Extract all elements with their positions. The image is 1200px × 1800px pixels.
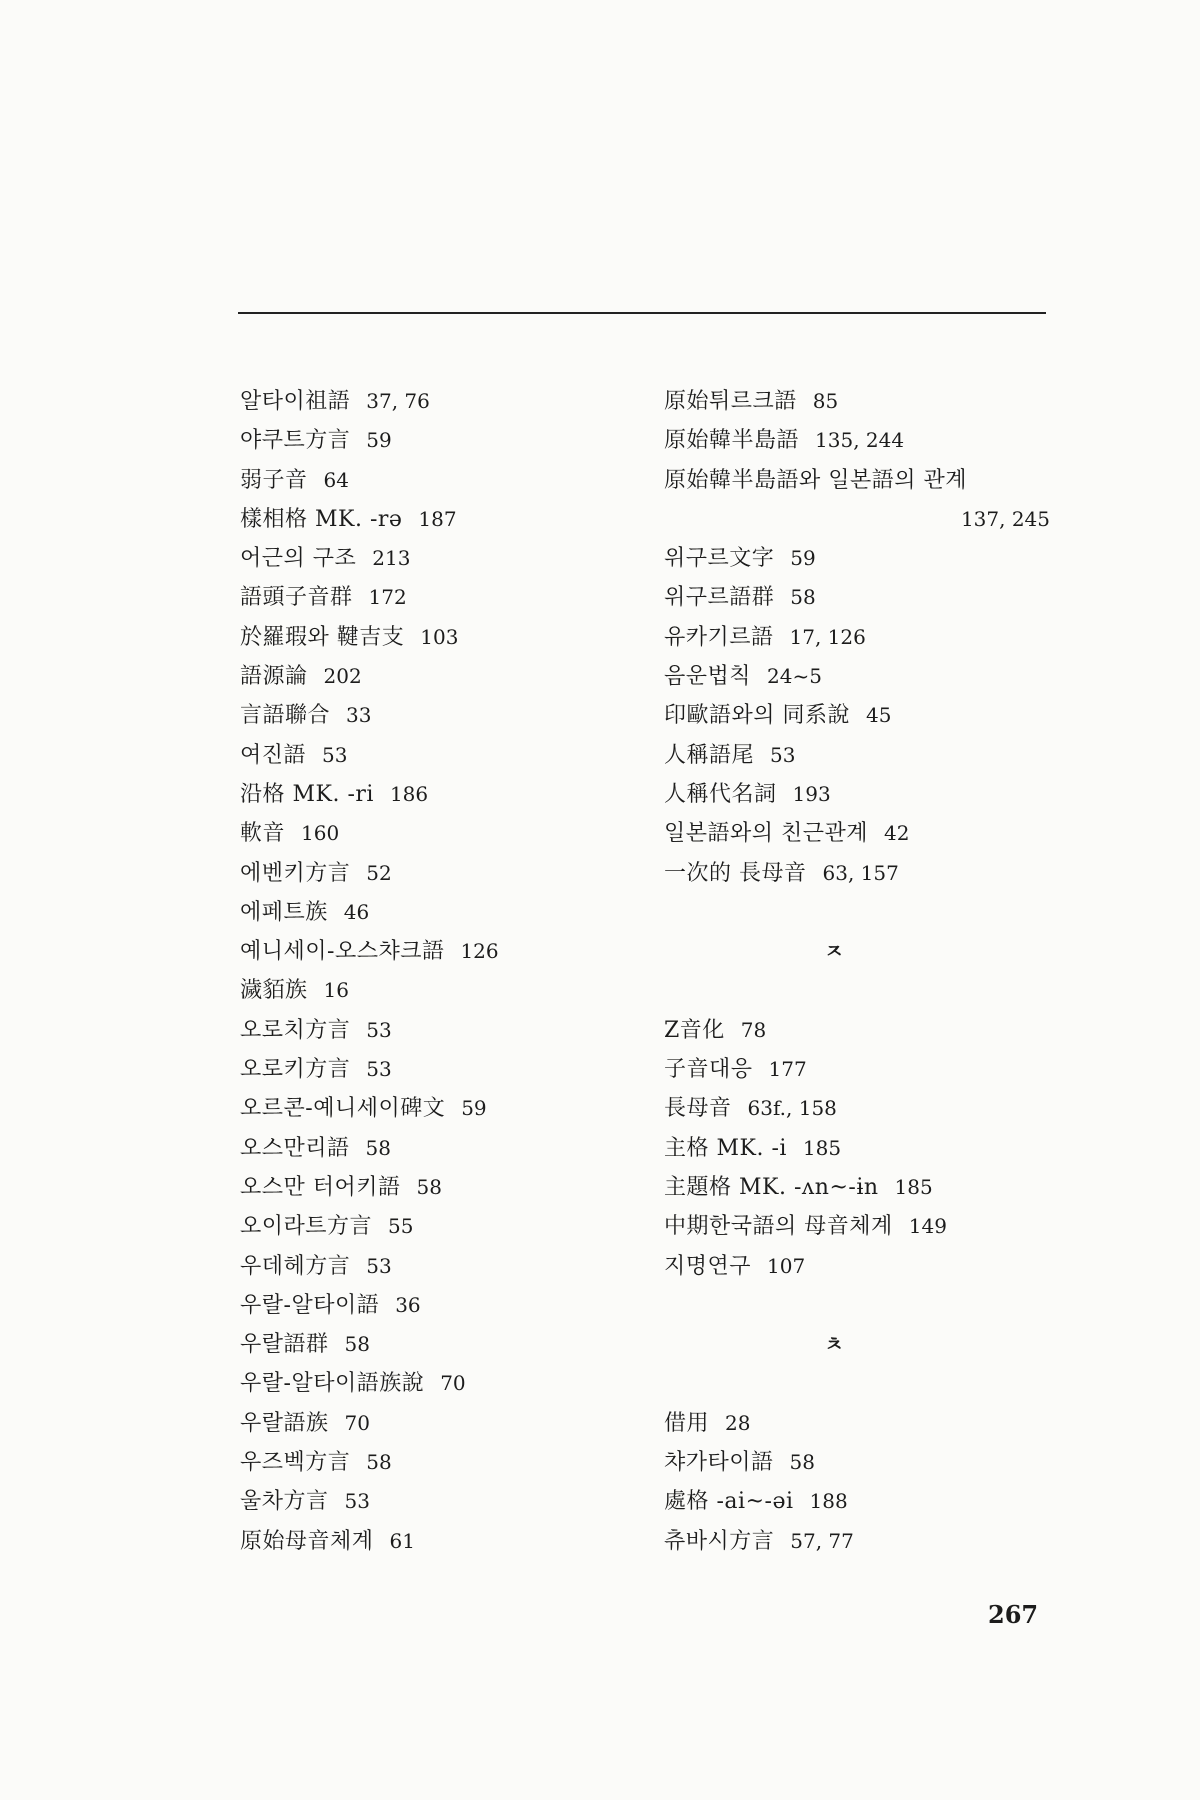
index-entry: 위구르語群 58	[664, 585, 816, 611]
index-entry: 오이라트方言 55	[240, 1214, 414, 1240]
index-entry: 일본語와의 친근관계 42	[664, 821, 910, 847]
index-entry: 借用 28	[664, 1410, 751, 1436]
index-entry: 예니세이-오스챠크語 126	[240, 939, 499, 965]
index-entry: 語頭子音群 172	[240, 585, 407, 611]
spacer	[664, 893, 1064, 932]
index-entry: 오로치方言 53	[240, 1017, 392, 1043]
index-entry: 濊貊族 16	[240, 978, 349, 1004]
index-entry: 음운법칙 24~5	[664, 664, 822, 690]
index-entry: 에벤키方言 52	[240, 860, 392, 886]
index-entry: 에페트族 46	[240, 899, 370, 925]
index-entry: 長母音 63f., 158	[664, 1096, 837, 1122]
spacer	[664, 1286, 1064, 1325]
index-entry: 原始韓半島語 135, 244	[664, 428, 905, 454]
index-entry: 人稱語尾 53	[664, 742, 796, 768]
index-entry: 여진語 53	[240, 742, 348, 768]
index-entry: Z音化 78	[664, 1017, 767, 1043]
section-heading-j: ㅈ	[824, 939, 844, 964]
index-entry: 弱子音 64	[240, 467, 349, 493]
index-entry: 原始튀르크語 85	[664, 389, 839, 414]
index-entry: 챠가타이語 58	[664, 1450, 815, 1476]
index-entry: 우랄語群 58	[240, 1332, 370, 1358]
index-entry: 츄바시方言 57, 77	[664, 1528, 854, 1554]
index-entry: 오로키方言 53	[240, 1057, 392, 1083]
index-entry: 印歐語와의 同系說 45	[664, 703, 892, 729]
index-entry: 人稱代名詞 193	[664, 781, 831, 807]
index-entry: 오르콘-예니세이碑文 59	[240, 1096, 487, 1122]
index-entry: 울차方言 53	[240, 1489, 370, 1515]
index-entry: 우데헤方言 53	[240, 1253, 392, 1279]
index-entry: 알타이祖語 37, 76	[240, 389, 430, 414]
index-entry: 어근의 구조 213	[240, 546, 411, 572]
index-entry: 一次的 長母音 63, 157	[664, 860, 899, 886]
index-entry: 우랄-알타이語族說 70	[240, 1371, 466, 1397]
index-entry: 原始韓半島語와 일본語의 관계	[664, 467, 967, 493]
index-entry-continuation: 137, 245	[960, 506, 1050, 531]
index-entry: 處格 -ai~-əi 188	[664, 1489, 848, 1515]
index-entry: 於羅瑕와 鞬吉支 103	[240, 624, 459, 650]
index-entry: 沿格 MK. -ri 186	[240, 781, 429, 807]
header-rule	[238, 312, 1046, 314]
index-entry: 中期한국語의 母音체계 149	[664, 1214, 947, 1240]
index-entry: 語源論 202	[240, 664, 362, 690]
index-entry: 言語聯合 33	[240, 703, 372, 729]
index-column-left	[240, 382, 650, 1561]
index-entry: 오스만리語 58	[240, 1135, 391, 1161]
index-entry: 樣相格 MK. -rə 187	[240, 506, 457, 532]
index-entry: 主題格 MK. -ʌn~-ɨn 185	[664, 1174, 933, 1200]
index-column-right	[664, 382, 1064, 1561]
index-entry: 主格 MK. -i 185	[664, 1135, 842, 1161]
section-heading-ch: ㅊ	[824, 1332, 844, 1357]
index-entry: 우랄語族 70	[240, 1410, 370, 1436]
spacer	[664, 971, 1064, 1010]
index-entry: 지명연구 107	[664, 1253, 806, 1279]
index-entry: 子音대응 177	[664, 1057, 807, 1083]
page-number: 267	[988, 1600, 1039, 1629]
index-entry: 우랄-알타이語 36	[240, 1292, 421, 1318]
index-entry: 야쿠트方言 59	[240, 428, 392, 454]
index-entry: 軟音 160	[240, 821, 340, 847]
index-entry: 유카기르語 17, 126	[664, 624, 866, 650]
index-entry: 오스만 터어키語 58	[240, 1174, 442, 1200]
index-entry: 위구르文字 59	[664, 546, 816, 572]
index-entry: 原始母音체계 61	[240, 1528, 415, 1554]
index-entry: 우즈벡方言 58	[240, 1450, 392, 1476]
spacer	[664, 1364, 1064, 1403]
